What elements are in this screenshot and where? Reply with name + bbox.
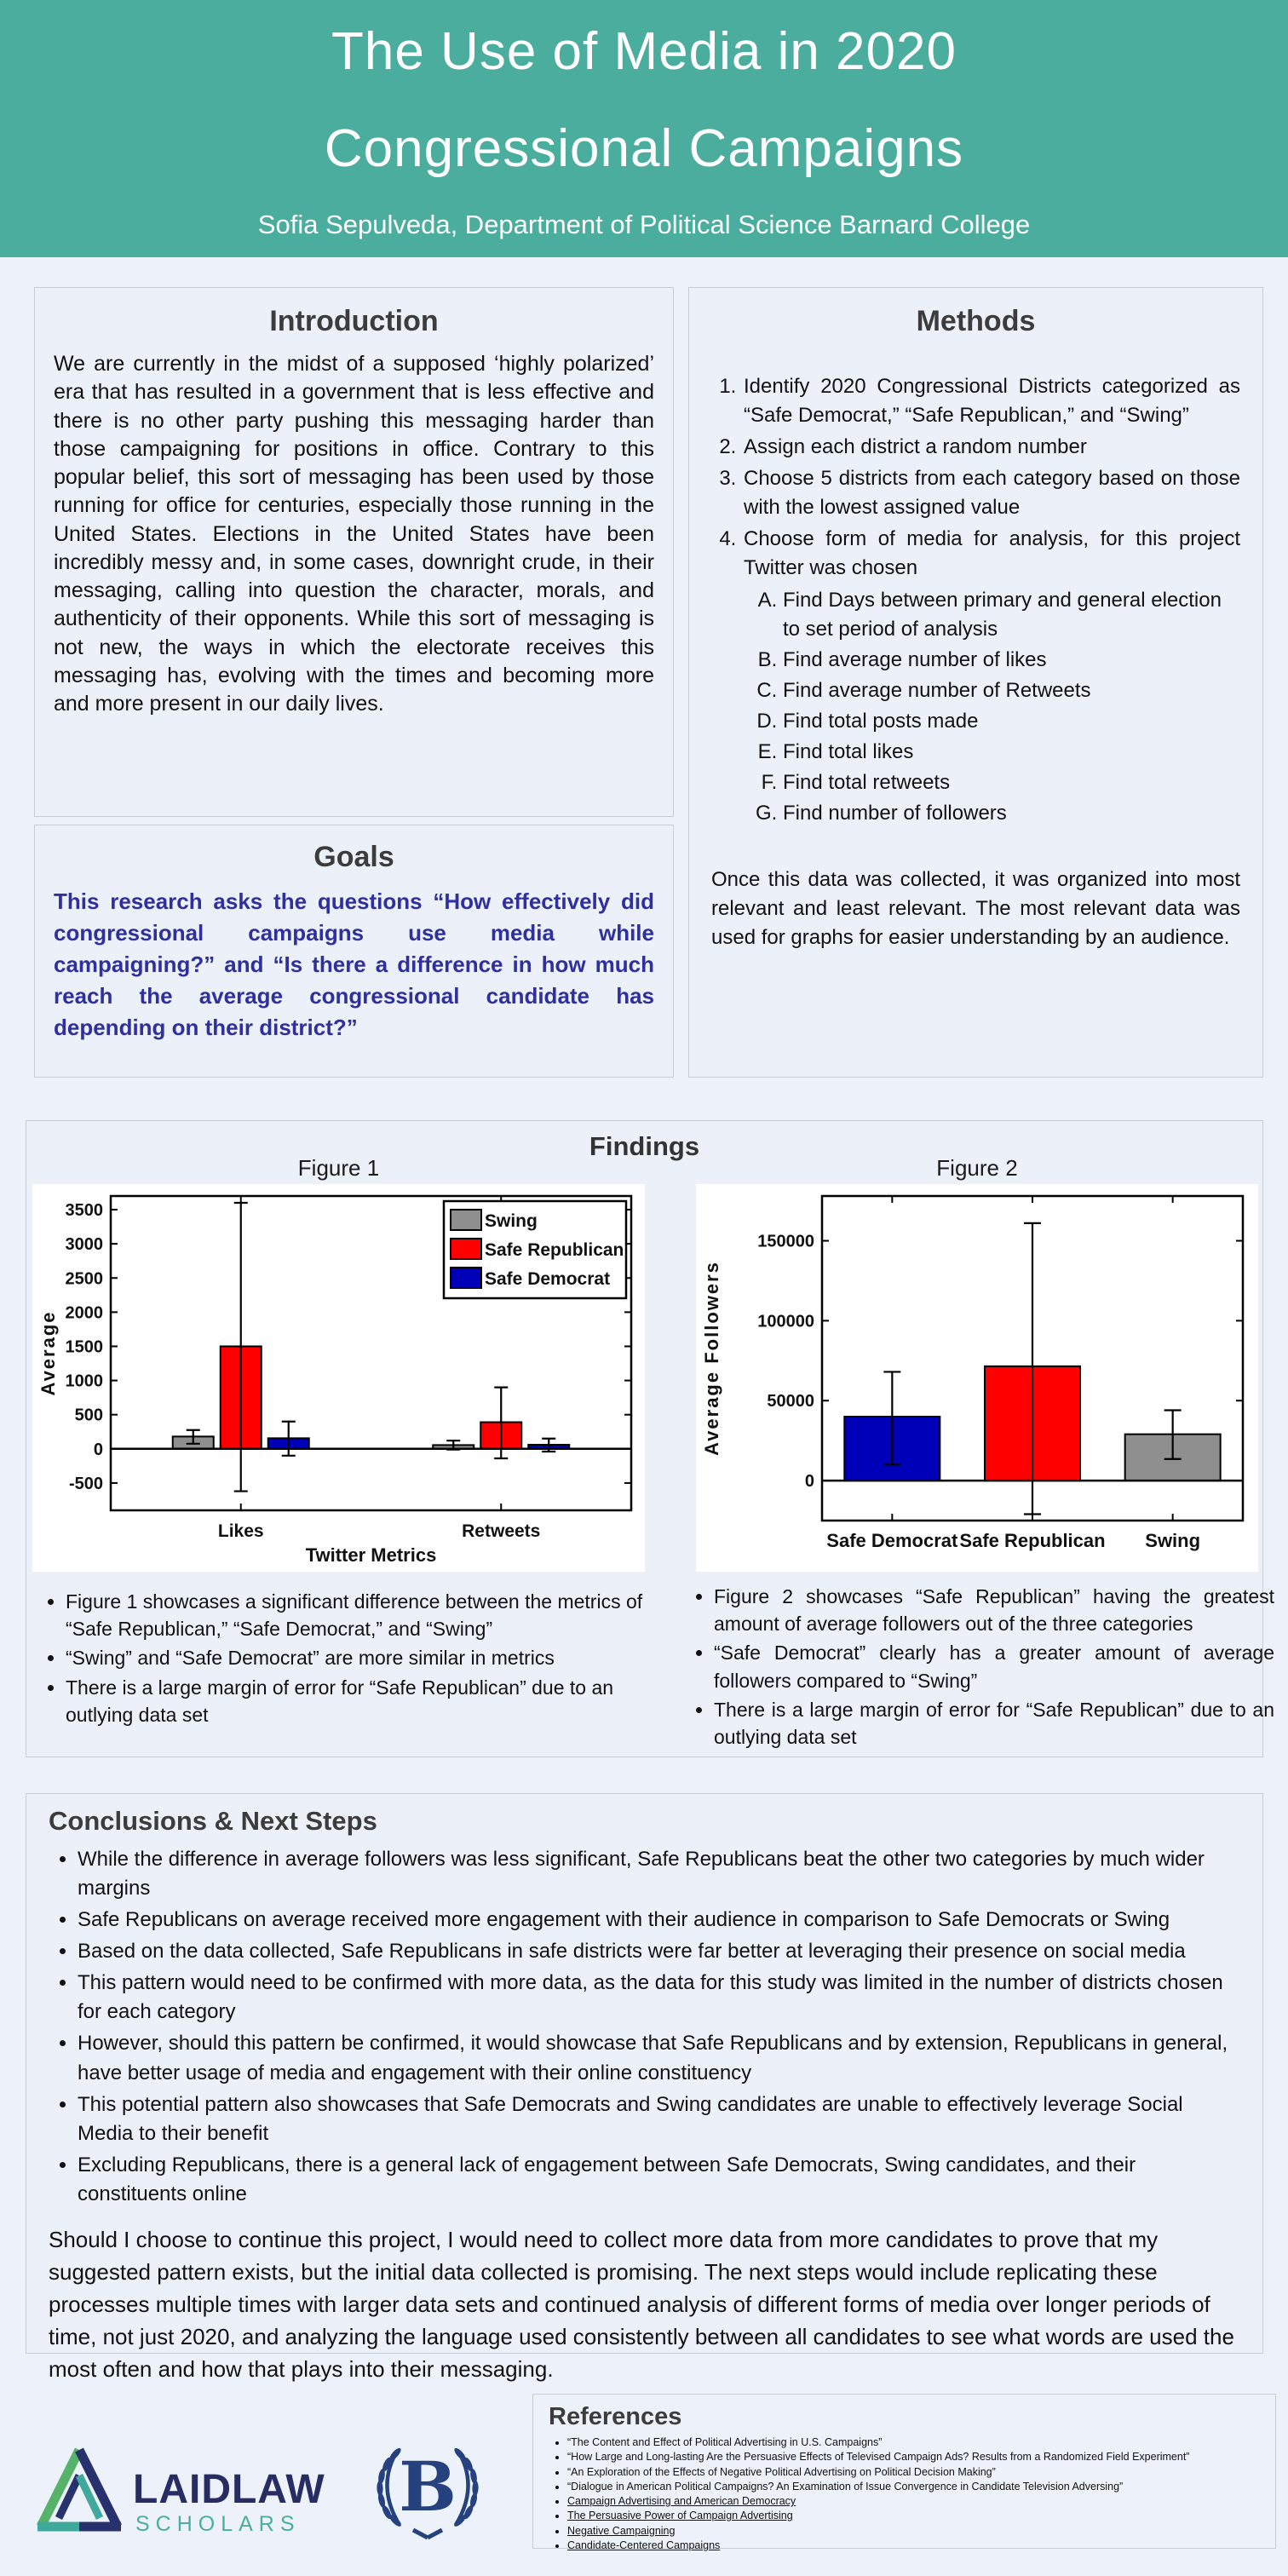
conclusion-text: However, should this pattern be confirmed, it would showcase that Safe Republicans and by extension, Republicans in general, have better usage of media and engagement with their online constituency (78, 2032, 1228, 2084)
conclusions-list (49, 1845, 1240, 2209)
methods-subitem (783, 586, 1240, 644)
reference-item (567, 2494, 1260, 2509)
figure2-bar-chart (696, 1184, 1258, 1572)
figure2-note-text: “Safe Democrat” clearly has a greater amount of average followers compared to “Swing” (714, 1642, 1274, 1692)
references-title: References (549, 2403, 682, 2430)
conclusion-item (78, 2090, 1240, 2148)
laidlaw-scholars-text: SCHOLARS (135, 2512, 301, 2536)
reference-link[interactable]: Negative Campaigning (567, 2524, 676, 2537)
conclusion-item (78, 2151, 1240, 2209)
methods-subitem (783, 646, 1240, 675)
svg-text:2500: 2500 (65, 1269, 103, 1289)
introduction-body: We are currently in the midst of a supposed ‘highly polarized’ era that has resulted in a government that is less effective and there is no other party pushing this messaging harder than those campaigning for positions in office. Contrary to this popular belief, this sort of messaging has been used by those running for office for centuries, especially those running in the United States. Elections in the United States have been incredibly messy and, in some cases, downright crude, in their messaging, calling into question the character, morals, and authenticity of their opponents. While this sort of messaging is not new, the ways in which the electorate receives this messaging has, evolving with the times and becoming more and more present in our daily lives. (54, 352, 654, 716)
methods-subitem-text: Find number of followers (783, 802, 1007, 825)
methods-sublist (744, 586, 1240, 829)
laidlaw-wordmark: LAIDLAW (133, 2467, 325, 2512)
figure2-note (714, 1639, 1274, 1693)
methods-subitem-text: Find average number of Retweets (783, 678, 1091, 702)
findings-panel (26, 1120, 1274, 1757)
svg-text:Average: Average (37, 1310, 59, 1396)
reference-item (567, 2435, 1260, 2450)
reference-text: “Dialogue in American Political Campaigns? An Examination of Issue Convergence in Candidate Television Adversing” (567, 2480, 1124, 2493)
svg-text:Twitter Metrics: Twitter Metrics (305, 1544, 437, 1566)
methods-title: Methods (916, 305, 1036, 337)
conclusion-item (78, 1906, 1240, 1935)
methods-item (742, 372, 1240, 430)
reference-item (567, 2539, 1260, 2553)
svg-text:Retweets: Retweets (462, 1521, 541, 1541)
figure2-label: Figure 2 (936, 1155, 1018, 1181)
conclusion-text: This pattern would need to be confirmed with more data, as the data for this study was limited in the number of districts chosen for each category (78, 1971, 1223, 2024)
conclusion-text: This potential pattern also showcases that Safe Democrats and Swing candidates are unable to effectively leverage Social Media to their benefit (78, 2092, 1183, 2145)
conclusions-panel (26, 1793, 1263, 2382)
methods-subitem-text: Find total likes (783, 739, 914, 763)
conclusion-item (78, 1937, 1240, 1966)
goals-body: This research asks the questions “How effectively did congressional campaigns use media while campaigning?” and “Is there a difference in how much reach the average congressional candidate has depending on their district?” (54, 888, 654, 1040)
svg-text:Likes: Likes (217, 1521, 264, 1541)
methods-subitem-text: Find Days between primary and general election to set period of analysis (783, 588, 1222, 641)
methods-panel (688, 287, 1263, 1078)
figure2-note (714, 1583, 1274, 1637)
methods-list (711, 372, 1240, 828)
methods-closing: Once this data was collected, it was organized into most relevant and least relevant. The most relevant data was used for graphs for easier understanding by an audience. (711, 868, 1240, 950)
methods-subitem-text: Find average number of likes (783, 647, 1047, 671)
conclusions-closing: Should I choose to continue this project, I would need to collect more data from more candidates to prove that my suggested pattern exists, but the initial data collected is promising. The next steps would include replicating these processes multiple times with larger data sets and continued analysis of different forms of media over longer periods of time, not just 2020, and analyzing the language used consistently between all candidates to see what words are used the most often and how that plays into their messaging. (49, 2226, 1234, 2382)
figure2-note (714, 1696, 1274, 1751)
methods-subitem-text: Find total retweets (783, 771, 951, 795)
figure1-note (66, 1644, 658, 1671)
methods-item (742, 464, 1240, 522)
methods-subitem (783, 738, 1240, 767)
figure1-bar-chart (32, 1184, 645, 1572)
laurel-wreath-icon (363, 2435, 492, 2545)
figure1-label: Figure 1 (297, 1155, 380, 1181)
svg-text:Safe Democrat: Safe Democrat (485, 1269, 611, 1289)
methods-item (742, 433, 1240, 462)
reference-text: “How Large and Long-lasting Are the Persuasive Effects of Televised Campaign Ads? Results from a Randomized Field Experiment” (567, 2451, 1190, 2464)
goals-title: Goals (313, 841, 394, 873)
introduction-panel (34, 287, 674, 817)
conclusion-item (78, 1969, 1240, 2027)
figure1-note (66, 1674, 658, 1728)
svg-text:Swing: Swing (1145, 1530, 1201, 1551)
svg-text:Safe Republican: Safe Republican (485, 1240, 624, 1260)
reference-item (567, 2450, 1260, 2464)
conclusions-title: Conclusions & Next Steps (49, 1806, 377, 1836)
methods-item-text: Identify 2020 Congressional Districts categorized as “Safe Democrat,” “Safe Republican,” and “Swing” (744, 375, 1240, 428)
svg-text:0: 0 (93, 1440, 103, 1459)
laidlaw-scholars-logo (31, 2441, 342, 2537)
svg-text:3500: 3500 (65, 1201, 103, 1221)
figure2-notes (687, 1583, 1274, 1752)
figure2-note-text: There is a large margin of error for “Safe Republican” due to an outlying data set (714, 1698, 1274, 1748)
reference-link[interactable]: The Persuasive Power of Campaign Advertising (567, 2510, 793, 2522)
reference-link[interactable]: Candidate-Centered Campaigns (567, 2539, 721, 2551)
svg-text:Safe Republican: Safe Republican (959, 1530, 1106, 1551)
svg-text:Swing: Swing (485, 1211, 538, 1231)
svg-text:Average Followers: Average Followers (701, 1261, 722, 1456)
figure1-note-text: Figure 1 showcases a significant difference between the metrics of “Safe Republican,” “Safe Democrat,” and “Swing” (66, 1590, 643, 1641)
methods-subitem (783, 799, 1240, 828)
poster-title-line1: The Use of Media in 2020 (331, 22, 957, 81)
findings-title: Findings (589, 1131, 700, 1161)
svg-text:500: 500 (74, 1406, 103, 1425)
figure1-notes (38, 1588, 658, 1730)
reference-item (567, 2509, 1260, 2523)
svg-text:Safe Democrat: Safe Democrat (826, 1530, 958, 1551)
conclusion-text: While the difference in average followers was less significant, Safe Republicans beat the other two categories by much wider margins (78, 1848, 1205, 1900)
svg-text:1000: 1000 (65, 1371, 103, 1391)
methods-item (742, 525, 1240, 828)
reference-item (567, 2524, 1260, 2539)
svg-text:2000: 2000 (65, 1303, 103, 1323)
references-list (549, 2435, 1260, 2553)
svg-text:0: 0 (804, 1472, 814, 1492)
methods-item-text: Choose 5 districts from each category based on those with the lowest assigned value (744, 467, 1240, 520)
conclusion-item (78, 1845, 1240, 1903)
methods-item-text: Choose form of media for analysis, for this project Twitter was chosen (744, 527, 1240, 580)
conclusion-text: Safe Republicans on average received more engagement with their audience in comparison to Safe Democrats or Swing (78, 1908, 1170, 1932)
reference-text: “An Exploration of the Effects of Negative Political Advertising on Political Decision Making” (567, 2465, 996, 2478)
barnard-b-logo (363, 2435, 492, 2545)
poster-title-line2: Congressional Campaigns (324, 119, 964, 178)
svg-text:3000: 3000 (65, 1235, 103, 1255)
reference-text: “The Content and Effect of Political Advertising in U.S. Campaigns” (567, 2436, 883, 2448)
methods-subitem (783, 768, 1240, 797)
introduction-title: Introduction (269, 305, 439, 337)
conclusion-text: Excluding Republicans, there is a general lack of engagement between Safe Democrats, Swing candidates, and their constituents online (78, 2153, 1136, 2205)
laidlaw-triangle-icon (31, 2441, 342, 2537)
reference-link[interactable]: Campaign Advertising and American Democracy (567, 2495, 796, 2507)
svg-text:-500: -500 (68, 1474, 103, 1493)
poster-header (0, 0, 1288, 257)
reference-item (567, 2480, 1260, 2494)
svg-text:50000: 50000 (767, 1392, 814, 1412)
barnard-b-letter: B (399, 2447, 457, 2527)
svg-text:1500: 1500 (65, 1337, 103, 1357)
goals-panel (34, 825, 674, 1078)
methods-item-text: Assign each district a random number (744, 435, 1087, 459)
poster-author: Sofia Sepulveda, Department of Political Science Barnard College (257, 210, 1031, 239)
figure1-note-text: “Swing” and “Safe Democrat” are more similar in metrics (66, 1647, 555, 1670)
methods-subitem-text: Find total posts made (783, 709, 979, 733)
references-panel (532, 2394, 1276, 2549)
conclusion-item (78, 2029, 1240, 2087)
figure2-note-text: Figure 2 showcases “Safe Republican” having the greatest amount of average followers out of the three categories (714, 1585, 1274, 1636)
methods-subitem (783, 676, 1240, 705)
methods-subitem (783, 707, 1240, 736)
figure1-note (66, 1588, 658, 1642)
figure1-note-text: There is a large margin of error for “Safe Republican” due to an outlying data set (66, 1676, 614, 1726)
svg-text:100000: 100000 (757, 1312, 814, 1331)
svg-text:150000: 150000 (757, 1232, 814, 1251)
conclusion-text: Based on the data collected, Safe Republicans in safe districts were far better at leveraging their presence on social media (78, 1940, 1186, 1964)
reference-item (567, 2465, 1260, 2480)
